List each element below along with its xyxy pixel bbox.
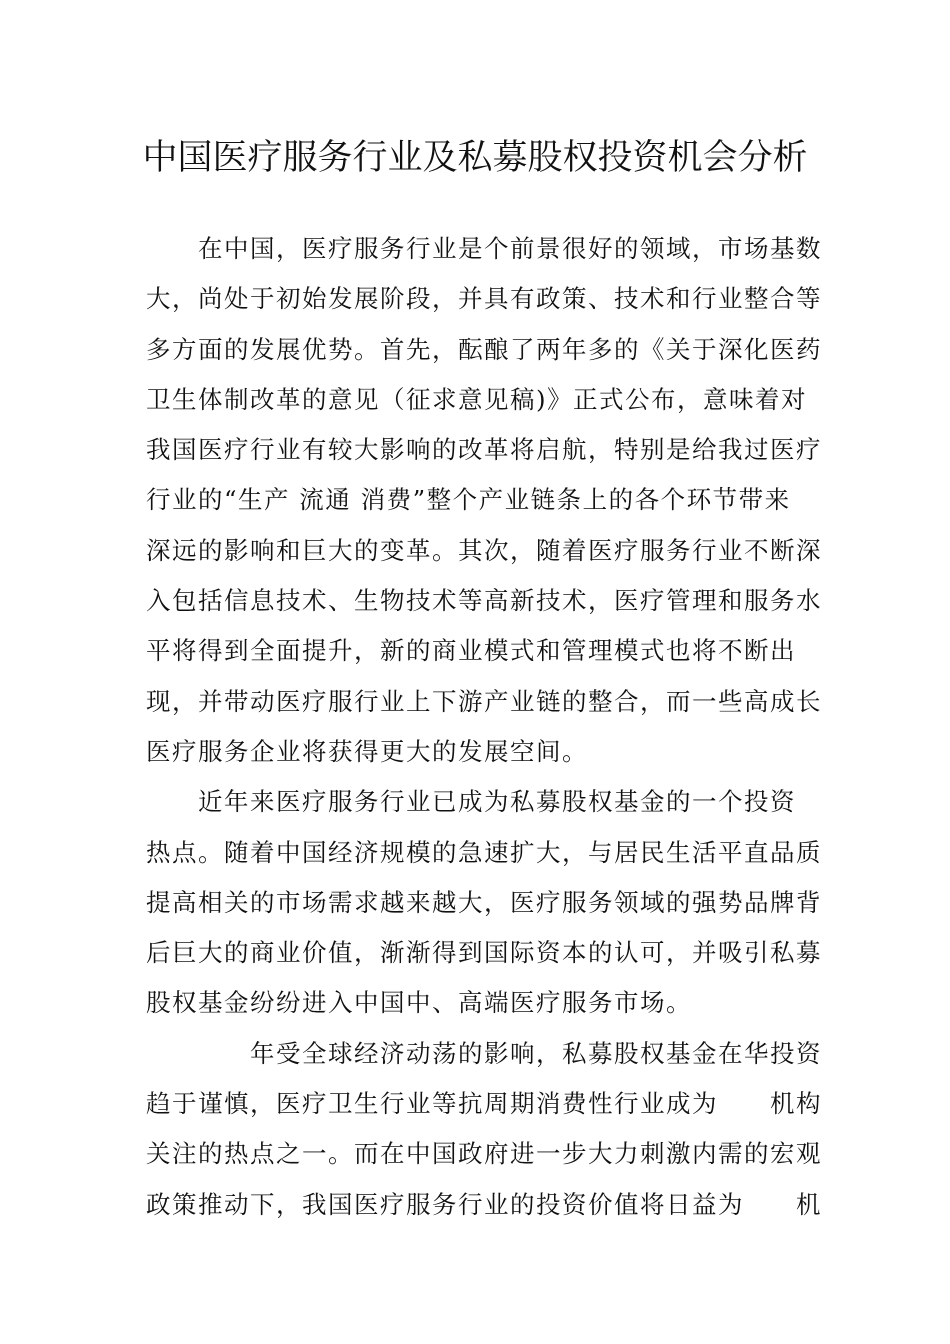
text-line: 后巨大的商业价值，渐渐得到国际资本的认可，并吸引私募: [146, 938, 822, 968]
text-line: 趋于谨慎，医疗卫生行业等抗周期消费性行业成为 机构: [146, 1089, 822, 1119]
text-line: 热点。随着中国经济规模的急速扩大，与居民生活平直品质: [146, 837, 822, 867]
text-line: 近年来医疗服务行业已成为私募股权基金的一个投资: [146, 787, 796, 817]
text-line: 政策推动下，我国医疗服务行业的投资价值将日益为 机: [146, 1189, 822, 1219]
text-line: 卫生体制改革的意见（征求意见稿)》正式公布，意味着对: [146, 384, 808, 414]
text-line: 大，尚处于初始发展阶段，并具有政策、技术和行业整合等: [146, 284, 822, 314]
document-body: [146, 224, 836, 1230]
text-line: 现，并带动医疗服行业上下游产业链的整合，而一些高成长: [146, 686, 822, 716]
text-line: 平将得到全面提升，新的商业模式和管理模式也将不断出: [146, 636, 796, 666]
text-line: 入包括信息技术、生物技术等高新技术，医疗管理和服务水: [146, 586, 822, 616]
text-line: 行业的“生产 流通 消费”整个产业链条上的各个环节带来: [146, 485, 791, 515]
text-line: 提高相关的市场需求越来越大，医疗服务领域的强势品牌背: [146, 887, 822, 917]
text-line: 年受全球经济动荡的影响，私募股权基金在华投资: [146, 1038, 822, 1068]
text-line: 多方面的发展优势。首先，酝酿了两年多的《关于深化医药: [146, 334, 822, 364]
text-line: 我国医疗行业有较大影响的改革将启航，特别是给我过医疗: [146, 435, 822, 465]
text-line: 在中国，医疗服务行业是个前景很好的领域，市场基数: [146, 234, 822, 263]
text-line: 深远的影响和巨大的变革。其次，随着医疗服务行业不断深: [146, 535, 822, 565]
document-title: 中国医疗服务行业及私募股权投资机会分析: [142, 138, 808, 178]
text-line: 医疗服务企业将获得更大的发展空间。: [146, 736, 588, 766]
text-line: 股权基金纷纷进入中国中、高端医疗服务市场。: [146, 988, 692, 1018]
text-line: 关注的热点之一。而在中国政府进一步大力刺激内需的宏观: [146, 1139, 822, 1169]
